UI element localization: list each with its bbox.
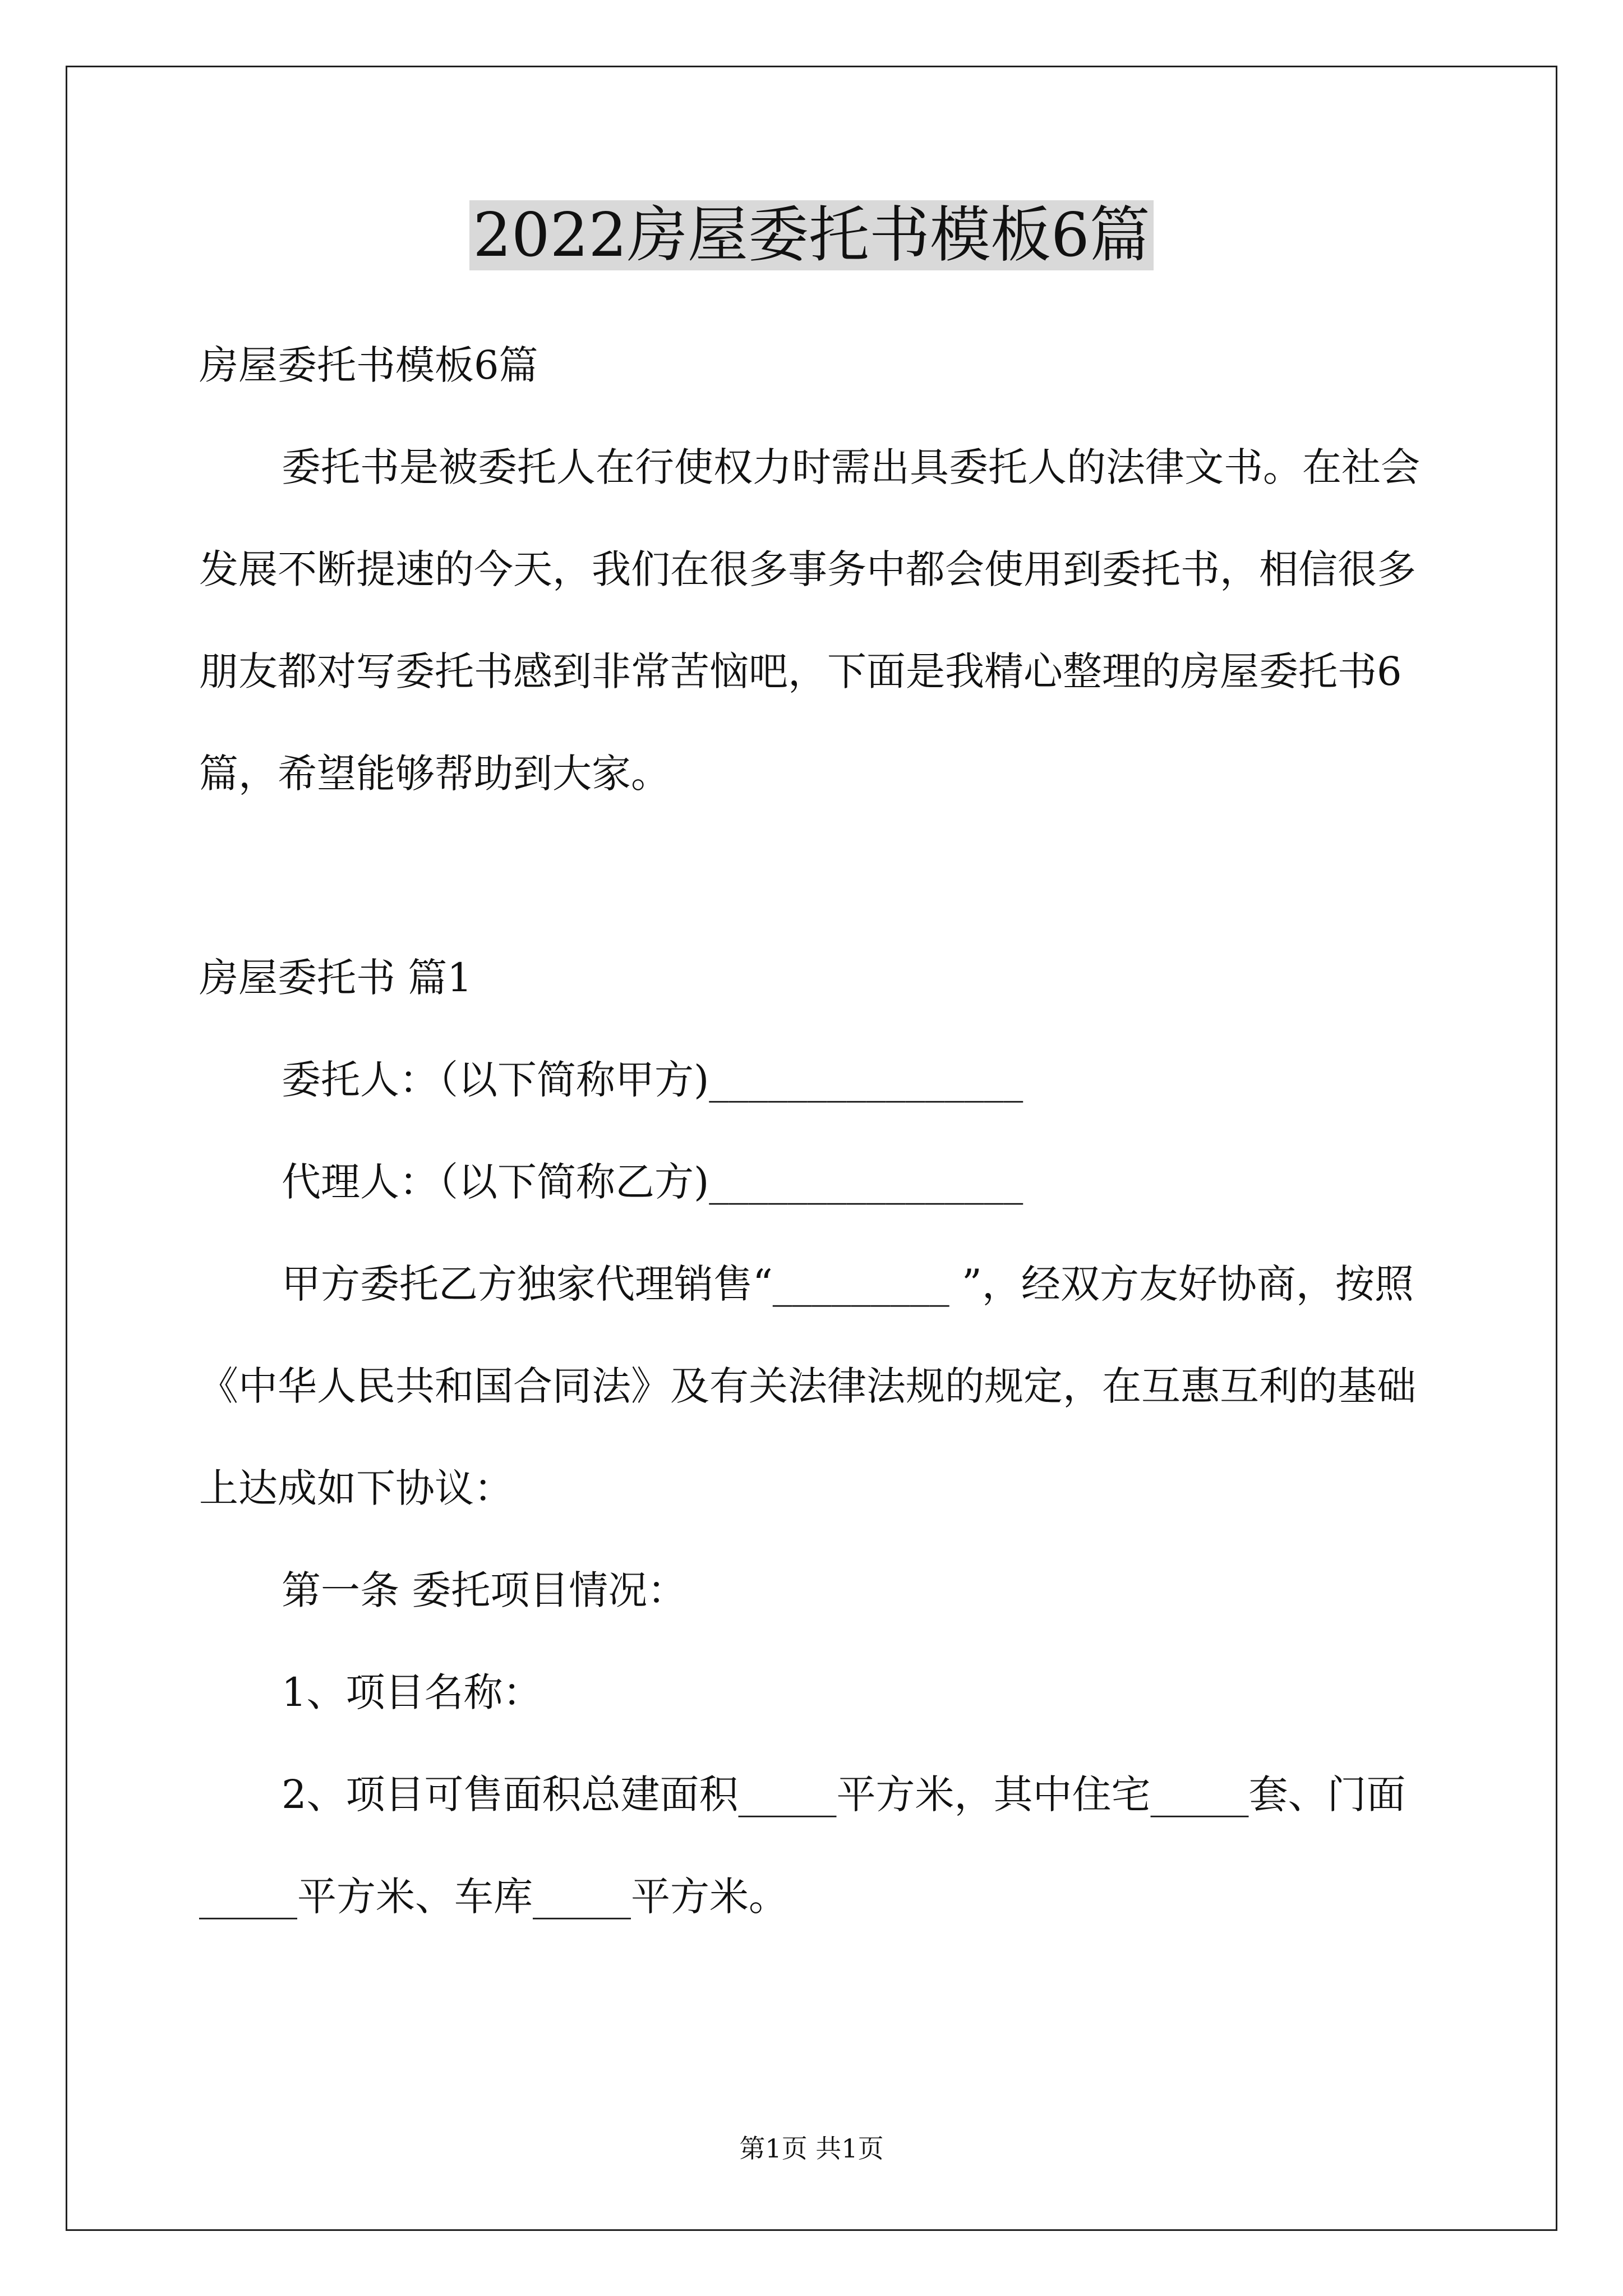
document-title xyxy=(0,196,1623,275)
subtitle: 房屋委托书模板6篇 xyxy=(199,342,538,388)
list-item: 2、项目可售面积总建面积_____平方米，其中住宅_____套、门面_____平方米、车库_____平方米。 xyxy=(199,1772,1406,1920)
document-title-text: 2022房屋委托书模板6篇 xyxy=(469,200,1154,270)
agreement-paragraph: 甲方委托乙方独家代理销售“_________ ”，经双方友好协商，按照《中华人民共和国合同法》及有关法律法规的规定，在互惠互利的基础上达成如下协议： xyxy=(199,1261,1416,1511)
intro-paragraph: 委托书是被委托人在行使权力时需出具委托人的法律文书。在社会发展不断提速的今天，我们在很多事务中都会使用到委托书，相信很多朋友都对写委托书感到非常苦恼吧，下面是我精心整理的房屋委托书6篇，希望能够帮助到大家。 xyxy=(199,444,1420,797)
agent-line: 代理人：（以下简称乙方)________________ xyxy=(282,1159,1023,1205)
document-body xyxy=(199,314,1433,1948)
list-item: 1、项目名称： xyxy=(282,1669,542,1715)
principal-line: 委托人：（以下简称甲方)________________ xyxy=(282,1057,1023,1103)
page-number: 第1页 共1页 xyxy=(739,2133,884,2164)
article-heading: 第一条 委托项目情况： xyxy=(282,1567,687,1613)
section-heading: 房屋委托书 篇1 xyxy=(199,955,472,1001)
paragraph-spacer xyxy=(199,825,1433,927)
